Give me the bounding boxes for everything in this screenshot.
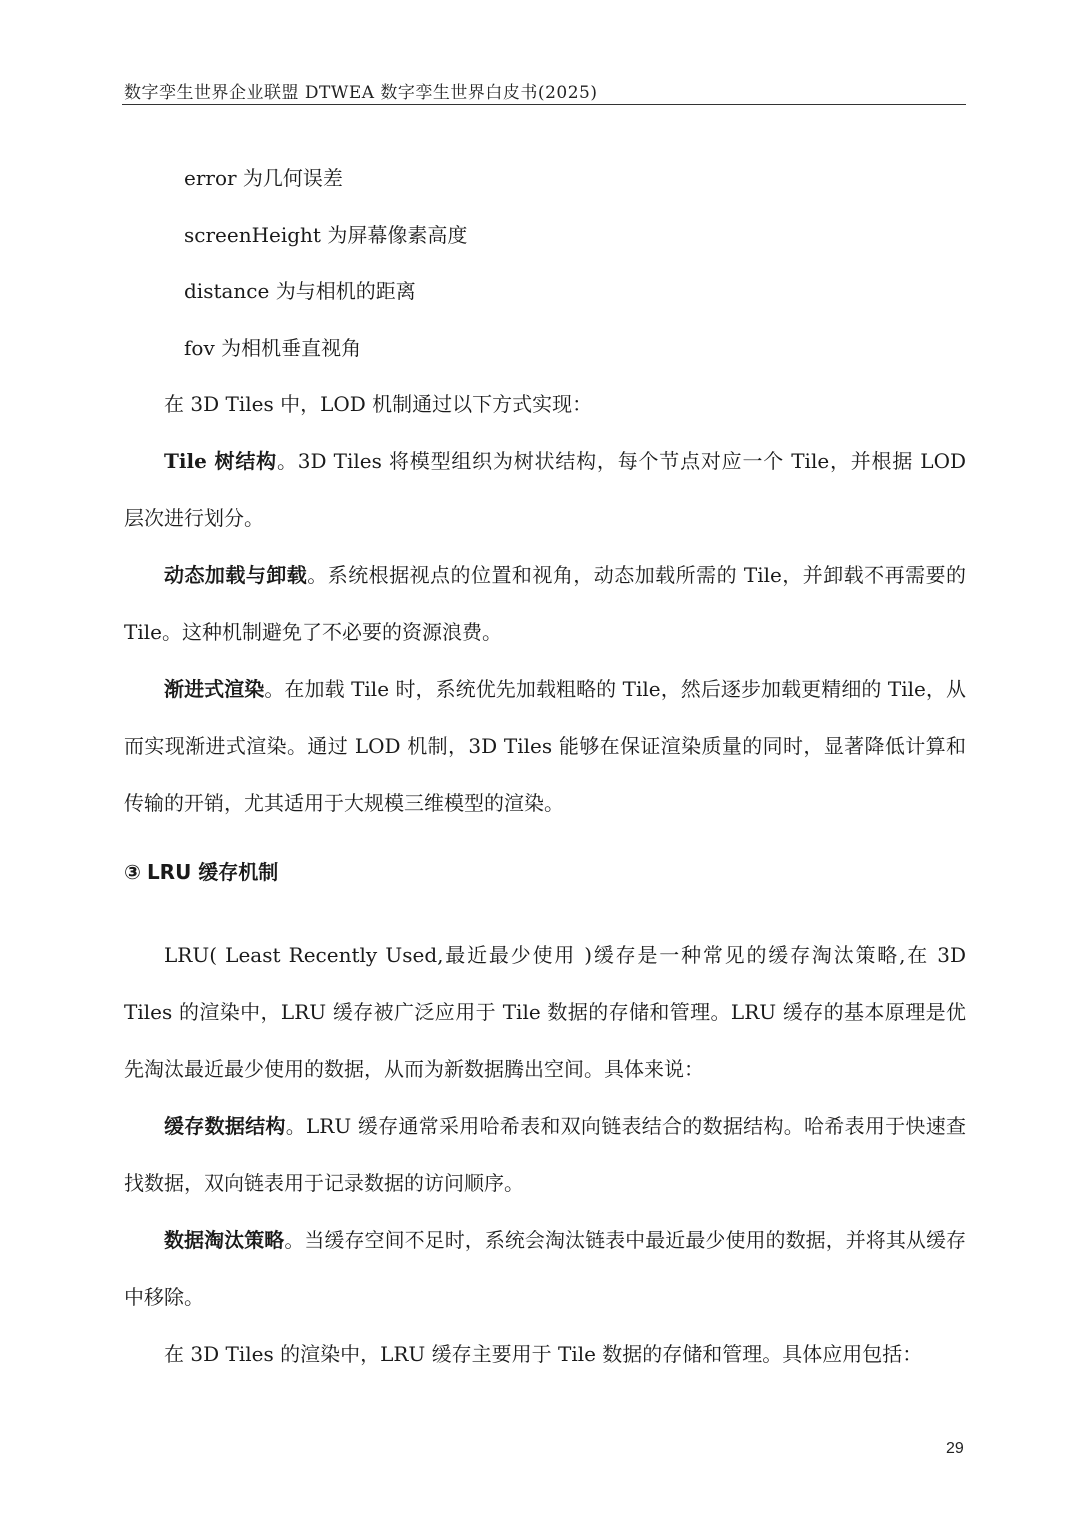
definition-screen-height: screenHeight 为屏幕像素高度 — [184, 222, 468, 247]
definition-distance: distance 为与相机的距离 — [184, 279, 416, 303]
lru-item-lead: 数据淘汰策略 — [164, 1228, 285, 1252]
lod-item-lead: Tile 树结构 — [164, 449, 277, 473]
section-title: LRU 缓存机制 — [146, 860, 279, 884]
lod-item-dynamic-loading — [124, 547, 966, 661]
lod-intro: 在 3D Tiles 中，LOD 机制通过以下方式实现： — [164, 392, 593, 416]
lod-item-body: 。3D Tiles 将模型组织为树状结构，每个节点对应一个 Tile，并根据 LOD 层次进行划分。 — [124, 449, 966, 530]
section-heading — [124, 844, 966, 901]
section-gap — [124, 901, 966, 927]
page-body — [124, 150, 966, 1383]
lru-item-lead: 缓存数据结构 — [164, 1114, 286, 1138]
section-marker: ③ — [124, 860, 141, 884]
lru-closing: 在 3D Tiles 的渲染中，LRU 缓存主要用于 Tile 数据的存储和管理。具体应用包括： — [164, 1342, 923, 1366]
lru-item-eviction-policy — [124, 1212, 966, 1326]
lru-item-body: 。LRU 缓存通常采用哈希表和双向链表结合的数据结构。哈希表用于快速查找数据，双向链表用于记录数据的访问顺序。 — [124, 1114, 967, 1195]
lru-item-data-structure — [124, 1098, 966, 1212]
lru-intro: LRU( Least Recently Used,最近最少使用 )缓存是一种常见的缓存淘汰策略,在 3D Tiles 的渲染中，LRU 缓存被广泛应用于 Tile 数据的存储和管理。LRU 缓存的基本原理是优先淘汰最近最少使用的数据，从而为新数据腾出空间。具体来说： — [124, 943, 966, 1081]
definition-fov: fov 为相机垂直视角 — [184, 335, 362, 360]
lod-item-body: 。在加载 Tile 时，系统优先加载粗略的 Tile，然后逐步加载更精细的 Tile，从而实现渐进式渲染。通过 LOD 机制，3D Tiles 能够在保证渲染质量的同时，显著降低计算和传输的开销，尤其适用于大规模三维模型的渲染。 — [124, 677, 967, 815]
lru-item-body: 。当缓存空间不足时，系统会淘汰链表中最近最少使用的数据，并将其从缓存中移除。 — [124, 1228, 967, 1309]
lod-item-body: 。系统根据视点的位置和视角，动态加载所需的 Tile，并卸载不再需要的 Tile。这种机制避免了不必要的资源浪费。 — [124, 563, 967, 644]
running-header: 数字孪生世界企业联盟 DTWEA 数字孪生世界白皮书(2025) — [124, 83, 598, 103]
variable-definitions — [184, 150, 966, 376]
lod-item-tile-tree — [124, 433, 966, 547]
lod-item-lead: 动态加载与卸载 — [164, 563, 308, 587]
lod-item-progressive-rendering — [124, 661, 966, 832]
page-number: 29 — [946, 1440, 964, 1457]
definition-error: error 为几何误差 — [184, 166, 343, 190]
lod-item-lead: 渐进式渲染 — [164, 677, 265, 701]
header-divider — [122, 104, 966, 105]
